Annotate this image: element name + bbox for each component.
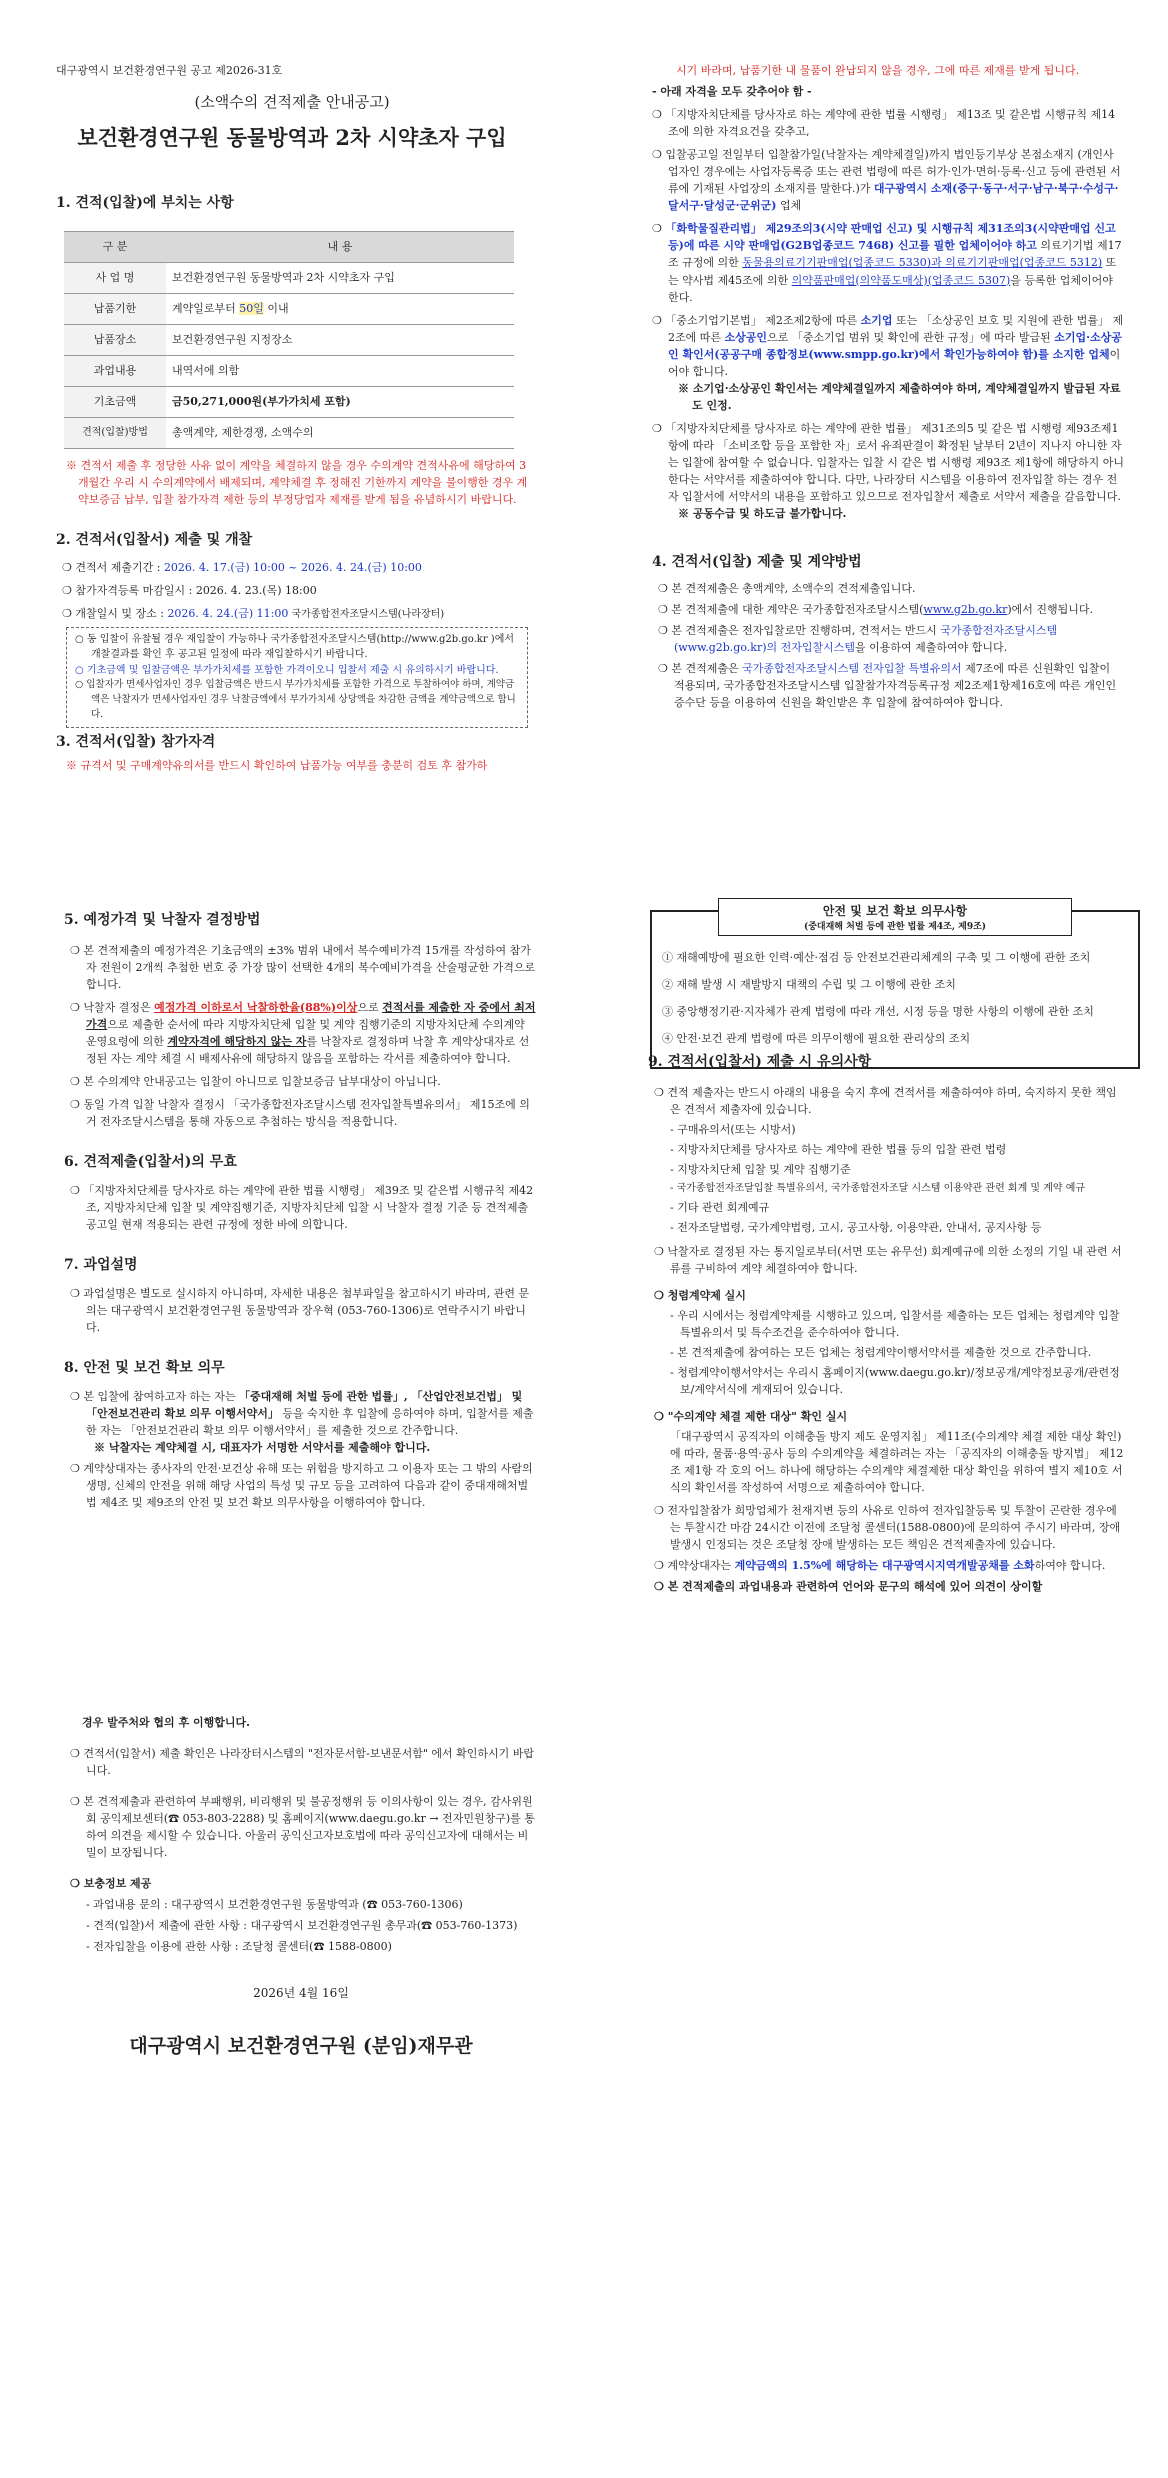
issuer-name: 대구광역시 보건환경연구원 (분임)재무관 <box>129 2035 473 2058</box>
list-item: - 전자입찰을 이용에 관한 사항 : 조달청 콜센터(☎ 1588-0800) <box>82 1938 538 1955</box>
contact-list <box>82 1896 538 1955</box>
section-8-title: 8. 안전 및 보건 확보 의무 <box>64 1359 225 1376</box>
notice-date: 2026년 4월 16일 <box>253 1985 349 2000</box>
requirement-4: ❍ 「중소기업기본법」 제2조제2항에 따른 소기업 또는 「소상공인 보호 및 지원에 관한 법률」 제2조에 따른 소상공인으로 「중소기업 범위 및 확인에 관한 규정」에 따라 발급된 소기업·소상공인 확인서(공공구매 종합정보(www.smpp.go.kr)에서 확인가능하여야 함)를 소지한 업체이어야 합니다. <box>652 312 1124 380</box>
table-row: 납품장소 보건환경연구원 지정장소 <box>64 324 514 355</box>
supplement-title: ❍ 보충정보 제공 <box>70 1875 538 1892</box>
contract-item-3: ❍ 본 견적제출은 전자입찰로만 진행하며, 견적서는 반드시 국가종합전자조달시스템(www.g2b.go.kr)의 전자입찰시스템을 이용하여 제출하여야 합니다. <box>658 622 1124 656</box>
safety-obligations-box <box>650 904 1140 1069</box>
list-item: - 구매유의서(또는 시방서) <box>666 1121 1124 1138</box>
contract-item-1: ❍ 본 견적제출은 총액계약, 소액수의 견적제출입니다. <box>658 580 1124 597</box>
list-item: - 지방자치단체를 당사자로 하는 계약에 관한 법률 등의 입찰 관련 법령 <box>666 1141 1124 1158</box>
table-head-category: 구 분 <box>64 231 166 262</box>
page3-item-2: ❍ 본 견적제출과 관련하여 부패행위, 비리행위 및 불공정행위 등 이의사항이 있는 경우, 감사위원회 공익제보센터(☎ 053-803-2288) 및 홈페이지(www.daegu.go.kr → 전자민원창구)를 통하여 의견을 제시할 수 있습니다. 아울러 공익신고자보호법에 따라 공익신고자에 대해서는 비밀이 보장됩니다. <box>70 1793 538 1861</box>
notice-number: 대구광역시 보건환경연구원 공고 제2026-31호 <box>56 64 283 77</box>
briefing-item-1: ❍ 과업설명은 별도로 실시하지 아니하며, 자세한 내용은 첨부파일을 참고하시기 바라며, 관련 문의는 대구광역시 보건환경연구원 동물방역과 장우혁 (053-760-1306)로 연락주시기 바랍니다. <box>70 1285 538 1336</box>
safety-box-subtitle: (중대재해 처벌 등에 관한 법률 제4조, 제9조) <box>803 922 987 932</box>
requirement-3: ❍ 「화학물질관리법」 제29조의3(시약 판매업 신고) 및 시행규칙 제31조의3(시약판매업 신고 등)에 따른 시약 판매업(G2B업종코드 7468) 신고를 필한 업체이어야 하고 의료기기법 제17조 규정에 의한 동물용의료기기판매업(업종코드 5330)과 의료기기판매업(업종코드 5312) 또는 약사법 제45조에 의한 의약품판매업(의약품도매상)(업종코드 5307)을 등록한 업체이어야 한다. <box>652 220 1124 305</box>
opening-date: ❍ 개찰일시 및 장소 : 2026. 4. 24.(금) 11:00 국가종합전자조달시스템(나라장터) <box>62 605 528 623</box>
caution-list <box>666 1121 1124 1237</box>
table-row: 기초금액 금50,271,000원(부가가치세 포함) <box>64 386 514 417</box>
g2b-system-link[interactable]: 국가종합전자조달시스템(www.g2b.go.kr)의 전자입찰시스템 <box>674 623 1058 654</box>
list-item: - 과업내용 문의 : 대구광역시 보건환경연구원 동물방역과 (☎ 053-760-1306) <box>82 1896 538 1913</box>
contract-item-2: ❍ 본 견적제출에 대한 계약은 국가종합전자조달시스템(www.g2b.go.kr)에서 진행됩니다. <box>658 601 1124 618</box>
safety-item-2: ❍ 계약상대자는 종사자의 안전·보건상 유해 또는 위험을 방지하고 그 이용자 또는 그 밖의 사람의 생명, 신체의 안전을 위해 해당 사업의 특성 및 규모 등을 고려하여 다음과 같이 중대재해처벌법 제4조 및 제9조의 안전 및 보건 확보 의무사항을 이행하여야 합니다. <box>70 1460 538 1511</box>
list-item: ④ 안전·보건 관계 법령에 따른 의무이행에 필요한 관리상의 조치 <box>662 1032 971 1045</box>
list-item: - 본 견적제출에 참여하는 모든 업체는 청렴계약이행서약서를 제출한 것으로 간주합니다. <box>666 1344 1124 1361</box>
caution-item-5: ❍ 전자입찰참가 희망업체가 천재지변 등의 사유로 인하여 전자입찰등록 및 투찰이 곤란한 경우에는 투찰시간 마감 24시간 이전에 조달청 콜센터(1588-0800)에 문의하여 주시기 바라며, 장애발생시 인정되는 것은 조달청 장애 발생하는 모든 책임은 견적제출자에 있습니다. <box>654 1502 1124 1553</box>
section-2-title: 2. 견적서(입찰서) 제출 및 개찰 <box>56 531 253 548</box>
notes-box <box>66 627 528 728</box>
section-1-title: 1. 견적(입찰)에 부치는 사항 <box>56 194 234 211</box>
requirement-4-note: ※ 소기업·소상공인 확인서는 계약체결일까지 제출하여야 하며, 계약체결일까지 발급된 자료도 인정. <box>678 381 1121 412</box>
safety-box-header <box>718 898 1072 936</box>
delivery-days: 50일 <box>239 302 264 315</box>
integrity-list <box>666 1307 1124 1398</box>
list-item: - 전자조달법령, 국가계약법령, 고시, 공고사항, 이용약관, 안내서, 공지사항 등 <box>666 1219 1124 1236</box>
list-item: ③ 중앙행정기관·지자체가 관계 법령에 따라 개선, 시정 등을 명한 사항의 이행에 관한 조치 <box>662 1005 1094 1018</box>
list-item: ○ 기초금액 및 입찰금액은 부가가치세를 포함한 가격이오니 입찰서 제출 시 유의하시기 바랍니다. <box>75 663 519 679</box>
section-3-title: 3. 견적서(입찰) 참가자격 <box>56 733 216 750</box>
invalid-item-1: ❍ 「지방자치단체를 당사자로 하는 계약에 관한 법률 시행령」 제39조 및 같은법 시행규칙 제42조, 지방자치단체 입찰 및 계약집행기준, 지방자치단체 입찰 시 낙찰자 결정 기준 등 견적제출 공고일 현재 적용되는 관련 규정에 정한 바에 의합니다. <box>70 1182 538 1233</box>
bid-info-table <box>64 231 514 449</box>
restriction-title: ❍ "수의계약 체결 제한 대상" 확인 실시 <box>654 1408 1124 1425</box>
requirement-1: ❍ 「지방자치단체를 당사자로 하는 계약에 관한 법률 시행령」 제13조 및 같은법 시행규칙 제14조에 의한 자격요건을 갖추고, <box>652 106 1124 140</box>
eligibility-warning-cont: 시기 바라며, 납품기한 내 물품이 완납되지 않을 경우, 그에 따른 제재를 받게 됩니다. <box>676 64 1080 77</box>
page3 <box>64 1714 538 2062</box>
list-item: ○ 동 입찰이 유찰될 경우 재입찰이 가능하나 국가종합전자조달시스템(http://www.g2b.go.kr )에서 개찰결과를 확인 후 공고된 일정에 따라 재입찰하시기 바랍니다. <box>75 632 519 663</box>
list-item: ② 재해 발생 시 재발방지 대책의 수립 및 그 이행에 관한 조치 <box>662 978 956 991</box>
list-item: - 지방자치단체 입찰 및 계약 집행기준 <box>666 1161 1124 1178</box>
table-row: 견적(입찰)방법 총액계약, 제한경쟁, 소액수의 <box>64 417 514 448</box>
page1-left <box>56 62 528 774</box>
section-4-title: 4. 견적서(입찰) 제출 및 계약방법 <box>652 554 862 571</box>
caution-item-1: ❍ 견적 제출자는 반드시 아래의 내용을 숙지 후에 견적서를 제출하여야 하며, 숙지하지 못한 책임은 견적서 제출자에 있습니다. <box>654 1084 1124 1118</box>
page2-right <box>648 1052 1124 1595</box>
section-5-title: 5. 예정가격 및 낙찰자 결정방법 <box>64 912 261 928</box>
integrity-title: ❍ 청렴계약제 실시 <box>654 1287 1124 1304</box>
section-7-title: 7. 과업설명 <box>64 1256 138 1273</box>
price-item-4: ❍ 동일 가격 입찰 낙찰자 결정시 「국가종합전자조달시스템 전자입찰특별유의서」 제15조에 의거 전자조달시스템을 통해 자동으로 추첨하는 방식을 적용합니다. <box>70 1096 538 1130</box>
section-9-title: 9. 견적서(입찰서) 제출 시 유의사항 <box>648 1054 872 1070</box>
registration-deadline: ❍ 참가자격등록 마감일시 : 2026. 4. 23.(목) 18:00 <box>62 582 528 599</box>
restriction-body: 「대구광역시 공직자의 이해충돌 방지 제도 운영지침」 제11조(수의계약 체결 제한 대상 확인)에 따라, 물품·용역·공사 등의 수의계약을 체결하려는 자는 「공직자의 이해충돌 방지법」 제12조 제1항 각 호의 어느 하나에 해당하는 수의계약 체결제한 대상 확인을 위하여 별지 제10호 서식의 확인서를 작성하여 서명으로 제출하여야 합니다. <box>670 1429 1124 1495</box>
warning-note: ※ 견적서 제출 후 정당한 사유 없이 계약을 체결하지 않을 경우 수의계약 견적사유에 해당하여 3개월간 우리 시 수의계약에서 배제되며, 계약체결 후 정해진 기한까지 계약을 불이행한 경우 계약보증금 납부, 입찰 참가자격 제한 등의 부정당업자 제재를 받게 됨을 유념하시기 바랍니다. <box>66 458 528 506</box>
page3-item-1: ❍ 견적서(입찰서) 제출 확인은 나라장터시스템의 "전자문서함-보낸문서함" 에서 확인하시기 바랍니다. <box>70 1745 538 1779</box>
table-head-content: 내 용 <box>166 231 514 262</box>
section-6-title: 6. 견적제출(입찰서)의 무효 <box>64 1154 237 1171</box>
joint-bid-note: ※ 공동수급 및 하도급 불가합니다. <box>678 507 847 521</box>
list-item: ① 재해예방에 필요한 인력·예산·점검 등 안전보건관리체계의 구축 및 그 이행에 관한 조치 <box>662 951 1091 964</box>
list-item: - 청렴계약이행서약서는 우리시 홈페이지(www.daegu.go.kr)/정보공개/계약정보공개/관련정보/계약서식에 게재되어 있습니다. <box>666 1364 1124 1398</box>
safety-box-title: 안전 및 보건 확보 의무사항 <box>822 904 968 918</box>
g2b-link[interactable]: www.g2b.go.kr <box>923 602 1008 616</box>
table-row: 과업내용 내역서에 의함 <box>64 355 514 386</box>
price-item-2: ❍ 낙찰자 결정은 예정가격 이하로서 낙찰하한율(88%)이상으로 견적서를 제출한 자 중에서 최저가격으로 제출한 순서에 따라 지방자치단체 입찰 및 계약 집행기준의 지방자치단체 수의계약 운영요령에 의한 계약자격에 해당하지 않는 자를 낙찰자로 결정하며 낙찰 후 계약상대자로 선정된 자는 계약 체결 시 배제사유에 해당하지 않음을 포함하는 각서를 제출하여야 합니다. <box>70 999 538 1067</box>
requirements-heading: - 아래 자격을 모두 갖추어야 함 - <box>652 85 812 99</box>
list-item: - 견적(입찰)서 제출에 관한 사항 : 대구광역시 보건환경연구원 총무과(☎ 053-760-1373) <box>82 1917 538 1934</box>
table-row: 사 업 명 보건환경연구원 동물방역과 2차 시약초자 구입 <box>64 262 514 293</box>
notice-subtitle: (소액수의 견적제출 안내공고) <box>194 93 390 112</box>
caution-item-2: ❍ 낙찰자로 결정된 자는 통지일로부터(서면 또는 유무선) 회계예규에 의한 소정의 기일 내 관련 서류를 구비하여 계약 체결하여야 합니다. <box>654 1243 1124 1277</box>
safety-note: ※ 낙찰자는 계약체결 시, 대표자가 서명한 서약서를 제출해야 합니다. <box>94 1440 431 1454</box>
price-item-3: ❍ 본 수의계약 안내공고는 입찰이 아니므로 입찰보증금 납부대상이 아닙니다. <box>70 1073 538 1090</box>
page1-right <box>652 62 1124 711</box>
list-item: - 우리 시에서는 청렴계약제를 시행하고 있으며, 입찰서를 제출하는 모든 업체는 청렴계약 입찰특별유의서 및 특수조건을 준수하여야 합니다. <box>666 1307 1124 1341</box>
page3-continuation: 경우 발주처와 협의 후 이행합니다. <box>82 1716 250 1729</box>
requirement-5: ❍ 「지방자치단체를 당사자로 하는 계약에 관한 법률」 제31조의5 및 같은 법 시행령 제93조제1항에 따라 「소비조합 등을 포함한 자」로서 유죄판결이 확정된 날부터 2년이 지나지 아니한 자는 입찰에 참여할 수 없습니다. 입찰자는 입찰 시 같은 법 시행령 제93조 제1항에 해당하지 아니한다는 서약서를 제출하여야 합니다. 다만, 나라장터 시스템을 이용하여 전자입찰 하는 경우 전자 입찰서에 서약서의 내용을 포함하고 있으므로 전자입찰서 제출로 서약서 제출을 갈음합니다. <box>652 420 1124 505</box>
safety-item-1: ❍ 본 입찰에 참여하고자 하는 자는 「중대재해 처벌 등에 관한 법률」, 「산업안전보건법」 및 「안전보건관리 확보 의무 이행서약서」 등을 숙지한 후 입찰에 응하여야 하며, 입찰서를 제출한 자는 「안전보건관리 확보 의무 이행서약서」를 제출한 것으로 간주합니다. <box>70 1388 538 1439</box>
page2-left <box>64 910 538 1511</box>
list-item: ○ 입찰자가 면세사업자인 경우 입찰금액은 반드시 부가가치세를 포함한 가격으로 투찰하여야 하며, 계약금액은 낙찰자가 면세사업자인 경우 낙찰금액에서 부가가치세 상당액을 차감한 금액을 계약금액으로 합니다. <box>75 678 519 722</box>
table-row: 납품기한 계약일로부터 50일 이내 <box>64 293 514 324</box>
caution-item-7: ❍ 본 견적제출의 과업내용과 관련하여 언어와 문구의 해석에 있어 의견이 상이할 <box>654 1578 1124 1595</box>
contract-item-4: ❍ 본 견적제출은 국가종합전자조달시스템 전자입찰 특별유의서 제7조에 따른 신원확인 입찰이 적용되며, 국가종합전자조달시스템 입찰참가자격등록규정 제2조제1항제16호에 따른 개인인증수단 등을 이용하여 신원을 확인받은 후 입찰에 참여하여야 합니다. <box>658 660 1124 711</box>
eligibility-warning: ※ 규격서 및 구매계약유의서를 반드시 확인하여 납품가능 여부를 충분히 검토 후 참가하 <box>66 759 488 773</box>
requirement-2: ❍ 입찰공고일 전일부터 입찰참가일(낙찰자는 계약체결일)까지 법인등기부상 본점소재지 (개인사업자인 경우에는 사업자등록증 또는 관련 법령에 따른 허가·인가·면허·등록·신고 등에 관련된 서류에 기재된 사업장의 소재지를 말한다.)가 대구광역시 소재(중구·동구·서구·남구·북구·수성구·달서구·달성군·군위군) 업체 <box>652 146 1124 214</box>
caution-item-6: ❍ 계약상대자는 계약금액의 1.5%에 해당하는 대구광역시지역개발공채를 소화하여야 합니다. <box>654 1557 1124 1574</box>
submission-period: ❍ 견적서 제출기간 : 2026. 4. 17.(금) 10:00 ~ 2026. 4. 24.(금) 10:00 <box>62 559 528 576</box>
notice-title: 보건환경연구원 동물방역과 2차 시약초자 구입 <box>77 125 507 151</box>
price-item-1: ❍ 본 견적제출의 예정가격은 기초금액의 ±3% 범위 내에서 복수예비가격 15개를 작성하여 참가자 전원이 2개씩 추첨한 번호 중 가장 많이 선택한 4개의 복수예비가격을 산술평균한 가격으로 합니다. <box>70 942 538 993</box>
list-item: - 국가종합전자조달입찰 특별유의서, 국가종합전자조달 시스템 이용약관 관련 회계 및 계약 예규 <box>666 1181 1124 1197</box>
list-item: - 기타 관련 회계예규 <box>666 1199 1124 1216</box>
